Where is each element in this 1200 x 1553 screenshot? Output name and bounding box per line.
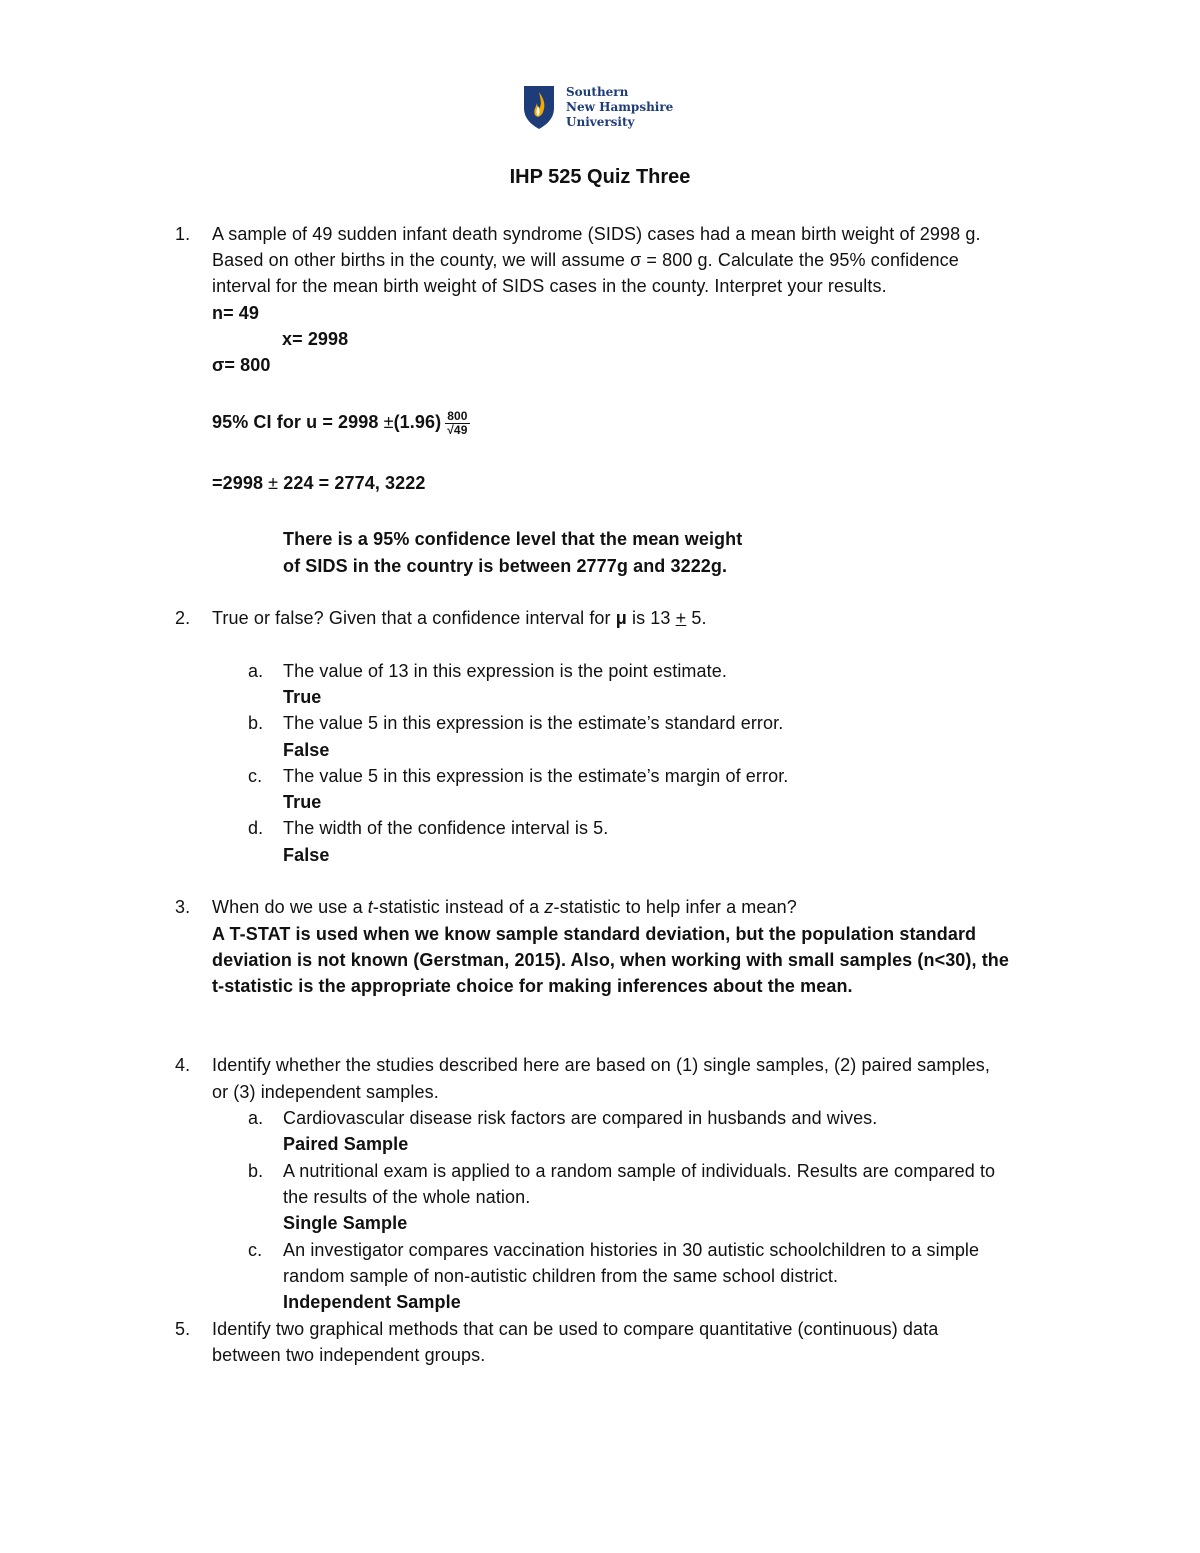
q2-question bbox=[212, 605, 707, 631]
q2-item-d-letter: d. bbox=[248, 818, 264, 838]
q4-line-1: Identify whether the studies described here are based on (1) single samples, (2) paired samples, bbox=[212, 1055, 991, 1075]
q2-item-d-text: The width of the confidence interval is 5. bbox=[283, 818, 609, 838]
logo-line-1: Southern bbox=[566, 85, 629, 99]
q4-item-c-line-2: random sample of non-autistic children from the same school district. bbox=[283, 1266, 839, 1286]
q2-suffix: 5. bbox=[686, 608, 707, 628]
q1-result-plus-minus: ± bbox=[268, 473, 279, 493]
q1-answer-line-2: of SIDS in the country is between 2777g and 3222g. bbox=[283, 556, 728, 576]
q2-number: 2. bbox=[175, 608, 191, 628]
q2-mu-symbol: μ bbox=[615, 608, 627, 628]
q2-item-b-answer: False bbox=[283, 740, 330, 760]
q4-item-b-line-1: A nutritional exam is applied to a random sample of individuals. Results are compared to bbox=[283, 1161, 996, 1181]
logo-line-2: New Hampshire bbox=[566, 100, 674, 114]
q5-number: 5. bbox=[175, 1319, 191, 1339]
q2-mid: is 13 bbox=[626, 608, 676, 628]
q4-number: 4. bbox=[175, 1055, 191, 1075]
q1-result bbox=[212, 470, 425, 496]
q1-n-value: n= 49 bbox=[212, 303, 260, 323]
q1-result-rest: 224 = 2774, 3222 bbox=[278, 473, 426, 493]
q3-question-mid: -statistic instead of a bbox=[372, 897, 545, 917]
q1-fraction-numerator: 800 bbox=[447, 408, 468, 423]
q3-z-italic: z bbox=[544, 897, 554, 917]
shield-flame-icon bbox=[522, 84, 556, 130]
q4-item-b-answer: Single Sample bbox=[283, 1213, 408, 1233]
document-title: IHP 525 Quiz Three bbox=[509, 166, 691, 188]
q2-item-a-text: The value of 13 in this expression is the point estimate. bbox=[283, 661, 727, 681]
q2-item-a-letter: a. bbox=[248, 661, 264, 681]
q2-item-c-answer: True bbox=[283, 792, 322, 812]
q1-result-prefix: =2998 bbox=[212, 473, 269, 493]
q4-item-a-line-1: Cardiovascular disease risk factors are compared in husbands and wives. bbox=[283, 1108, 878, 1128]
university-logo bbox=[522, 84, 687, 134]
q4-item-a-answer: Paired Sample bbox=[283, 1134, 409, 1154]
q2-item-c-text: The value 5 in this expression is the estimate’s margin of error. bbox=[283, 766, 789, 786]
q4-item-c-letter: c. bbox=[248, 1240, 263, 1260]
q4-item-b-letter: b. bbox=[248, 1161, 264, 1181]
q3-answer-line-3: t-statistic is the appropriate choice for making inferences about the mean. bbox=[212, 976, 853, 996]
q1-ci-fraction bbox=[445, 410, 469, 437]
q2-prefix: True or false? Given that a confidence interval for bbox=[212, 608, 616, 628]
q3-answer-line-1: A T-STAT is used when we know sample standard deviation, but the population standard bbox=[212, 924, 977, 944]
q1-ci-mid: (1.96) bbox=[393, 412, 442, 432]
q1-fraction-denominator: √49 bbox=[447, 422, 468, 437]
q1-answer-line-1: There is a 95% confidence level that the mean weight bbox=[283, 529, 743, 549]
q5-line-2: between two independent groups. bbox=[212, 1345, 486, 1365]
q2-item-d-answer: False bbox=[283, 845, 330, 865]
q3-number: 3. bbox=[175, 897, 191, 917]
q3-question-pre: When do we use a bbox=[212, 897, 368, 917]
q3-answer-line-2: deviation is not known (Gerstman, 2015). Also, when working with small samples (n<30), the bbox=[212, 950, 1010, 970]
q2-plus-minus: + bbox=[675, 608, 687, 628]
q4-item-b-line-2: the results of the whole nation. bbox=[283, 1187, 531, 1207]
q1-number: 1. bbox=[175, 224, 191, 244]
q1-line-2: Based on other births in the county, we will assume σ = 800 g. Calculate the 95% confidence bbox=[212, 250, 959, 270]
q2-item-a-answer: True bbox=[283, 687, 322, 707]
q1-sigma-value: σ= 800 bbox=[212, 355, 271, 375]
q1-ci-prefix: 95% CI for u = 2998 bbox=[212, 412, 384, 432]
q3-question-post: -statistic to help infer a mean? bbox=[553, 897, 797, 917]
q2-item-b-text: The value 5 in this expression is the estimate’s standard error. bbox=[283, 713, 784, 733]
logo-line-3: University bbox=[566, 115, 635, 129]
q1-ci-formula bbox=[212, 404, 470, 440]
q4-item-c-line-1: An investigator compares vaccination histories in 30 autistic schoolchildren to a simple bbox=[283, 1240, 980, 1260]
q1-x-value: x= 2998 bbox=[282, 329, 349, 349]
q1-ci-plus-minus: ± bbox=[383, 412, 394, 432]
q4-item-a-letter: a. bbox=[248, 1108, 264, 1128]
q2-item-b-letter: b. bbox=[248, 713, 264, 733]
q3-t-italic: t bbox=[367, 897, 373, 917]
q2-item-c-letter: c. bbox=[248, 766, 263, 786]
q3-question bbox=[212, 894, 797, 920]
q4-item-c-answer: Independent Sample bbox=[283, 1292, 461, 1312]
q5-line-1: Identify two graphical methods that can be used to compare quantitative (continuous) data bbox=[212, 1319, 939, 1339]
q4-line-2: or (3) independent samples. bbox=[212, 1082, 439, 1102]
q1-line-1: A sample of 49 sudden infant death syndrome (SIDS) cases had a mean birth weight of 2998 g. bbox=[212, 224, 981, 244]
q1-line-3: interval for the mean birth weight of SIDS cases in the county. Interpret your results. bbox=[212, 276, 887, 296]
